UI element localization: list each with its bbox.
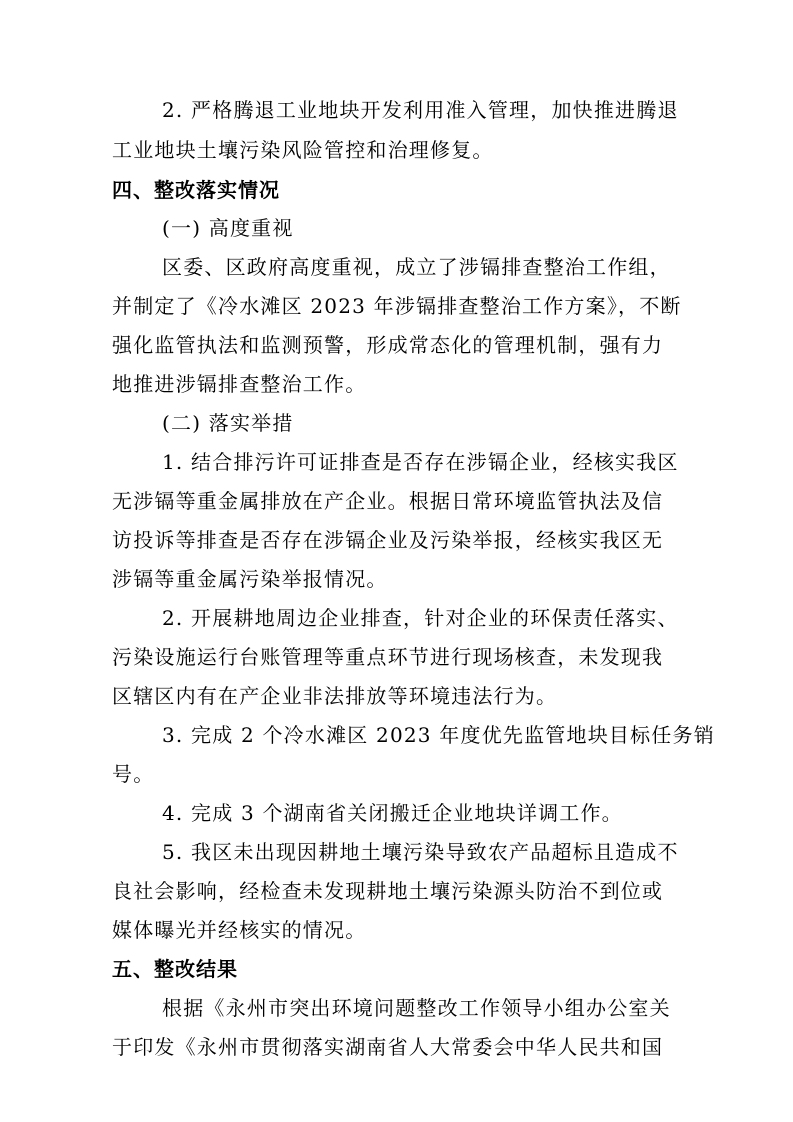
subsection-heading: (二) 落实举措 xyxy=(162,411,294,435)
paragraph-line: 并制定了《冷水滩区 2023 年涉镉排查整治工作方案》，不断 xyxy=(112,294,682,318)
paragraph-line: 3. 完成 2 个冷水滩区 2023 年度优先监管地块目标任务销 xyxy=(162,723,715,747)
paragraph-line: 无涉镉等重金属排放在产企业。根据日常环境监管执法及信 xyxy=(112,489,664,513)
paragraph-line: 区委、区政府高度重视，成立了涉镉排查整治工作组， xyxy=(162,255,671,279)
paragraph-line: 区辖区内有在产企业非法排放等环境违法行为。 xyxy=(112,684,558,708)
paragraph-line: 根据《永州市突出环境问题整改工作领导小组办公室关 xyxy=(162,996,671,1020)
subsection-heading: (一) 高度重视 xyxy=(162,216,294,240)
paragraph-line: 5. 我区未出现因耕地土壤污染导致农产品超标且造成不 xyxy=(162,840,679,864)
paragraph-line: 号。 xyxy=(112,762,155,786)
paragraph-line: 1. 结合排污许可证排查是否存在涉镉企业，经核实我区 xyxy=(162,450,679,474)
section-heading: 四、整改落实情况 xyxy=(112,178,280,202)
paragraph-line: 4. 完成 3 个湖南省关闭搬迁企业地块详调工作。 xyxy=(162,801,623,825)
paragraph-line: 于印发《永州市贯彻落实湖南省人大常委会中华人民共和国 xyxy=(112,1035,664,1059)
paragraph-line: 污染设施运行台账管理等重点环节进行现场核查，未发现我 xyxy=(112,645,664,669)
paragraph-line: 访投诉等排查是否存在涉镉企业及污染举报，经核实我区无 xyxy=(112,528,664,552)
paragraph-line: 媒体曝光并经核实的情况。 xyxy=(112,918,367,942)
paragraph-line: 2. 开展耕地周边企业排查，针对企业的环保责任落实、 xyxy=(162,606,679,630)
paragraph-line: 2. 严格腾退工业地块开发利用准入管理，加快推进腾退 xyxy=(162,98,679,122)
section-heading: 五、整改结果 xyxy=(112,957,238,981)
paragraph-line: 良社会影响，经检查未发现耕地土壤污染源头防治不到位或 xyxy=(112,879,664,903)
paragraph-line: 地推进涉镉排查整治工作。 xyxy=(112,372,367,396)
paragraph-line: 强化监管执法和监测预警，形成常态化的管理机制，强有力 xyxy=(112,333,664,357)
paragraph-line: 涉镉等重金属污染举报情况。 xyxy=(112,567,388,591)
paragraph-line: 工业地块土壤污染风险管控和治理修复。 xyxy=(112,138,494,162)
